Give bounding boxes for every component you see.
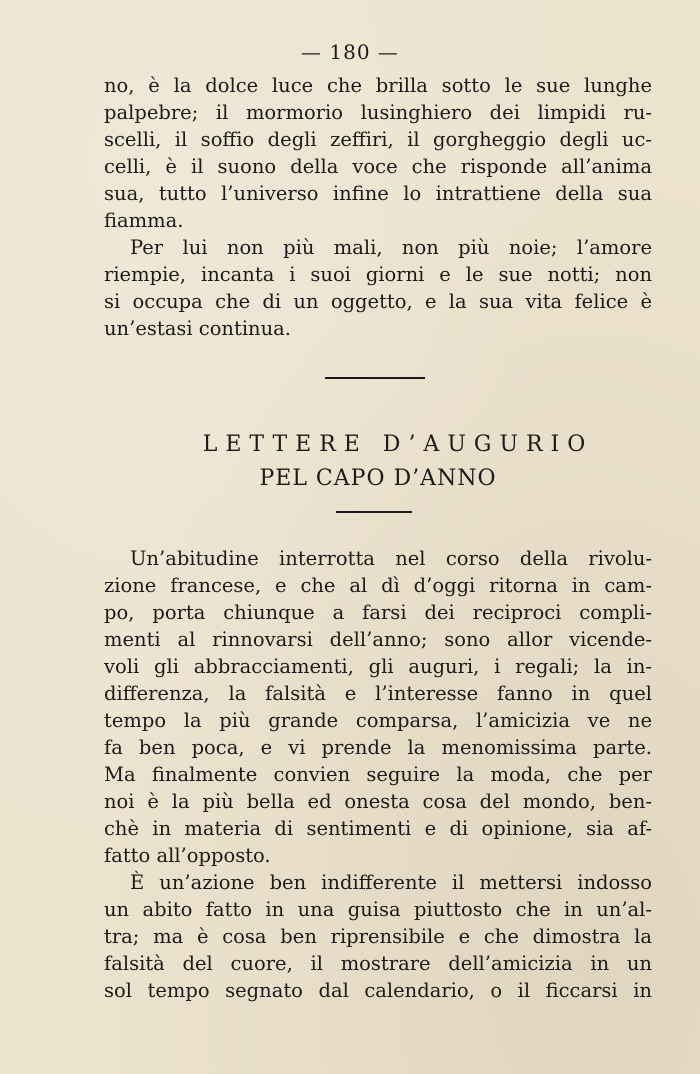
text-line: scelli, il soffio degli zeffiri, il gorgheggio degli uc- <box>104 128 652 151</box>
text-line: un’estasi continua. <box>104 317 292 340</box>
paragraph-block-love <box>104 72 652 342</box>
text-line: Per lui non più mali, non più noie; l’amore <box>130 236 652 259</box>
text-line: differenza, la falsità e l’interesse fanno in quel <box>104 682 652 705</box>
text-line: fatto all’opposto. <box>104 844 271 867</box>
text-line: no, è la dolce luce che brilla sotto le sue lunghe <box>104 74 652 97</box>
text-line: Un’abitudine interrotta nel corso della rivolu- <box>130 547 652 570</box>
text-line: È un’azione ben indifferente il mettersi indosso <box>130 871 652 894</box>
text-line: palpebre; il mormorio lusinghiero dei limpidi ru- <box>104 101 652 124</box>
section-title: LETTERE D’AUGURIO <box>202 432 594 457</box>
text-line: si occupa che di un oggetto, e la sua vita felice è <box>104 290 652 313</box>
page-number: — 180 — <box>301 40 399 64</box>
text-line: tempo la più grande comparsa, l’amicizia ve ne <box>104 709 652 732</box>
text-line: po, porta chiunque a farsi dei reciproci compli- <box>104 601 652 624</box>
text-line: voli gli abbracciamenti, gli auguri, i regali; la in- <box>104 655 652 678</box>
text-line: sua, tutto l’universo infine lo intrattiene della sua <box>104 182 652 205</box>
text-line: celli, è il suono della voce che risponde all’anima <box>104 155 652 178</box>
text-line: fiamma. <box>104 209 184 232</box>
text-line: noi è la più bella ed onesta cosa del mondo, ben- <box>104 790 652 813</box>
text-line: falsità del cuore, il mostrare dell’amicizia in un <box>104 952 652 975</box>
paragraph-block-new-year <box>104 545 652 1004</box>
text-line: chè in materia di sentimenti e di opinione, sia af- <box>104 817 652 840</box>
text-line: zione francese, e che al dì d’oggi ritorna in cam- <box>104 574 652 597</box>
text-line: menti al rinnovarsi dell’anno; sono allor vicende- <box>104 628 652 651</box>
section-subtitle: PEL CAPO D’ANNO <box>259 466 497 491</box>
text-line: sol tempo segnato dal calendario, o il ficcarsi in <box>104 979 652 1002</box>
text-line: un abito fatto in una guisa piuttosto che in un’al- <box>104 898 652 921</box>
section-divider-top <box>325 377 425 379</box>
section-divider-bottom <box>336 511 412 513</box>
text-line: fa ben poca, e vi prende la menomissima parte. <box>104 736 652 759</box>
text-line: tra; ma è cosa ben riprensibile e che dimostra la <box>104 925 652 948</box>
text-line: riempie, incanta i suoi giorni e le sue notti; non <box>104 263 652 286</box>
text-line: Ma finalmente convien seguire la moda, che per <box>104 763 652 786</box>
